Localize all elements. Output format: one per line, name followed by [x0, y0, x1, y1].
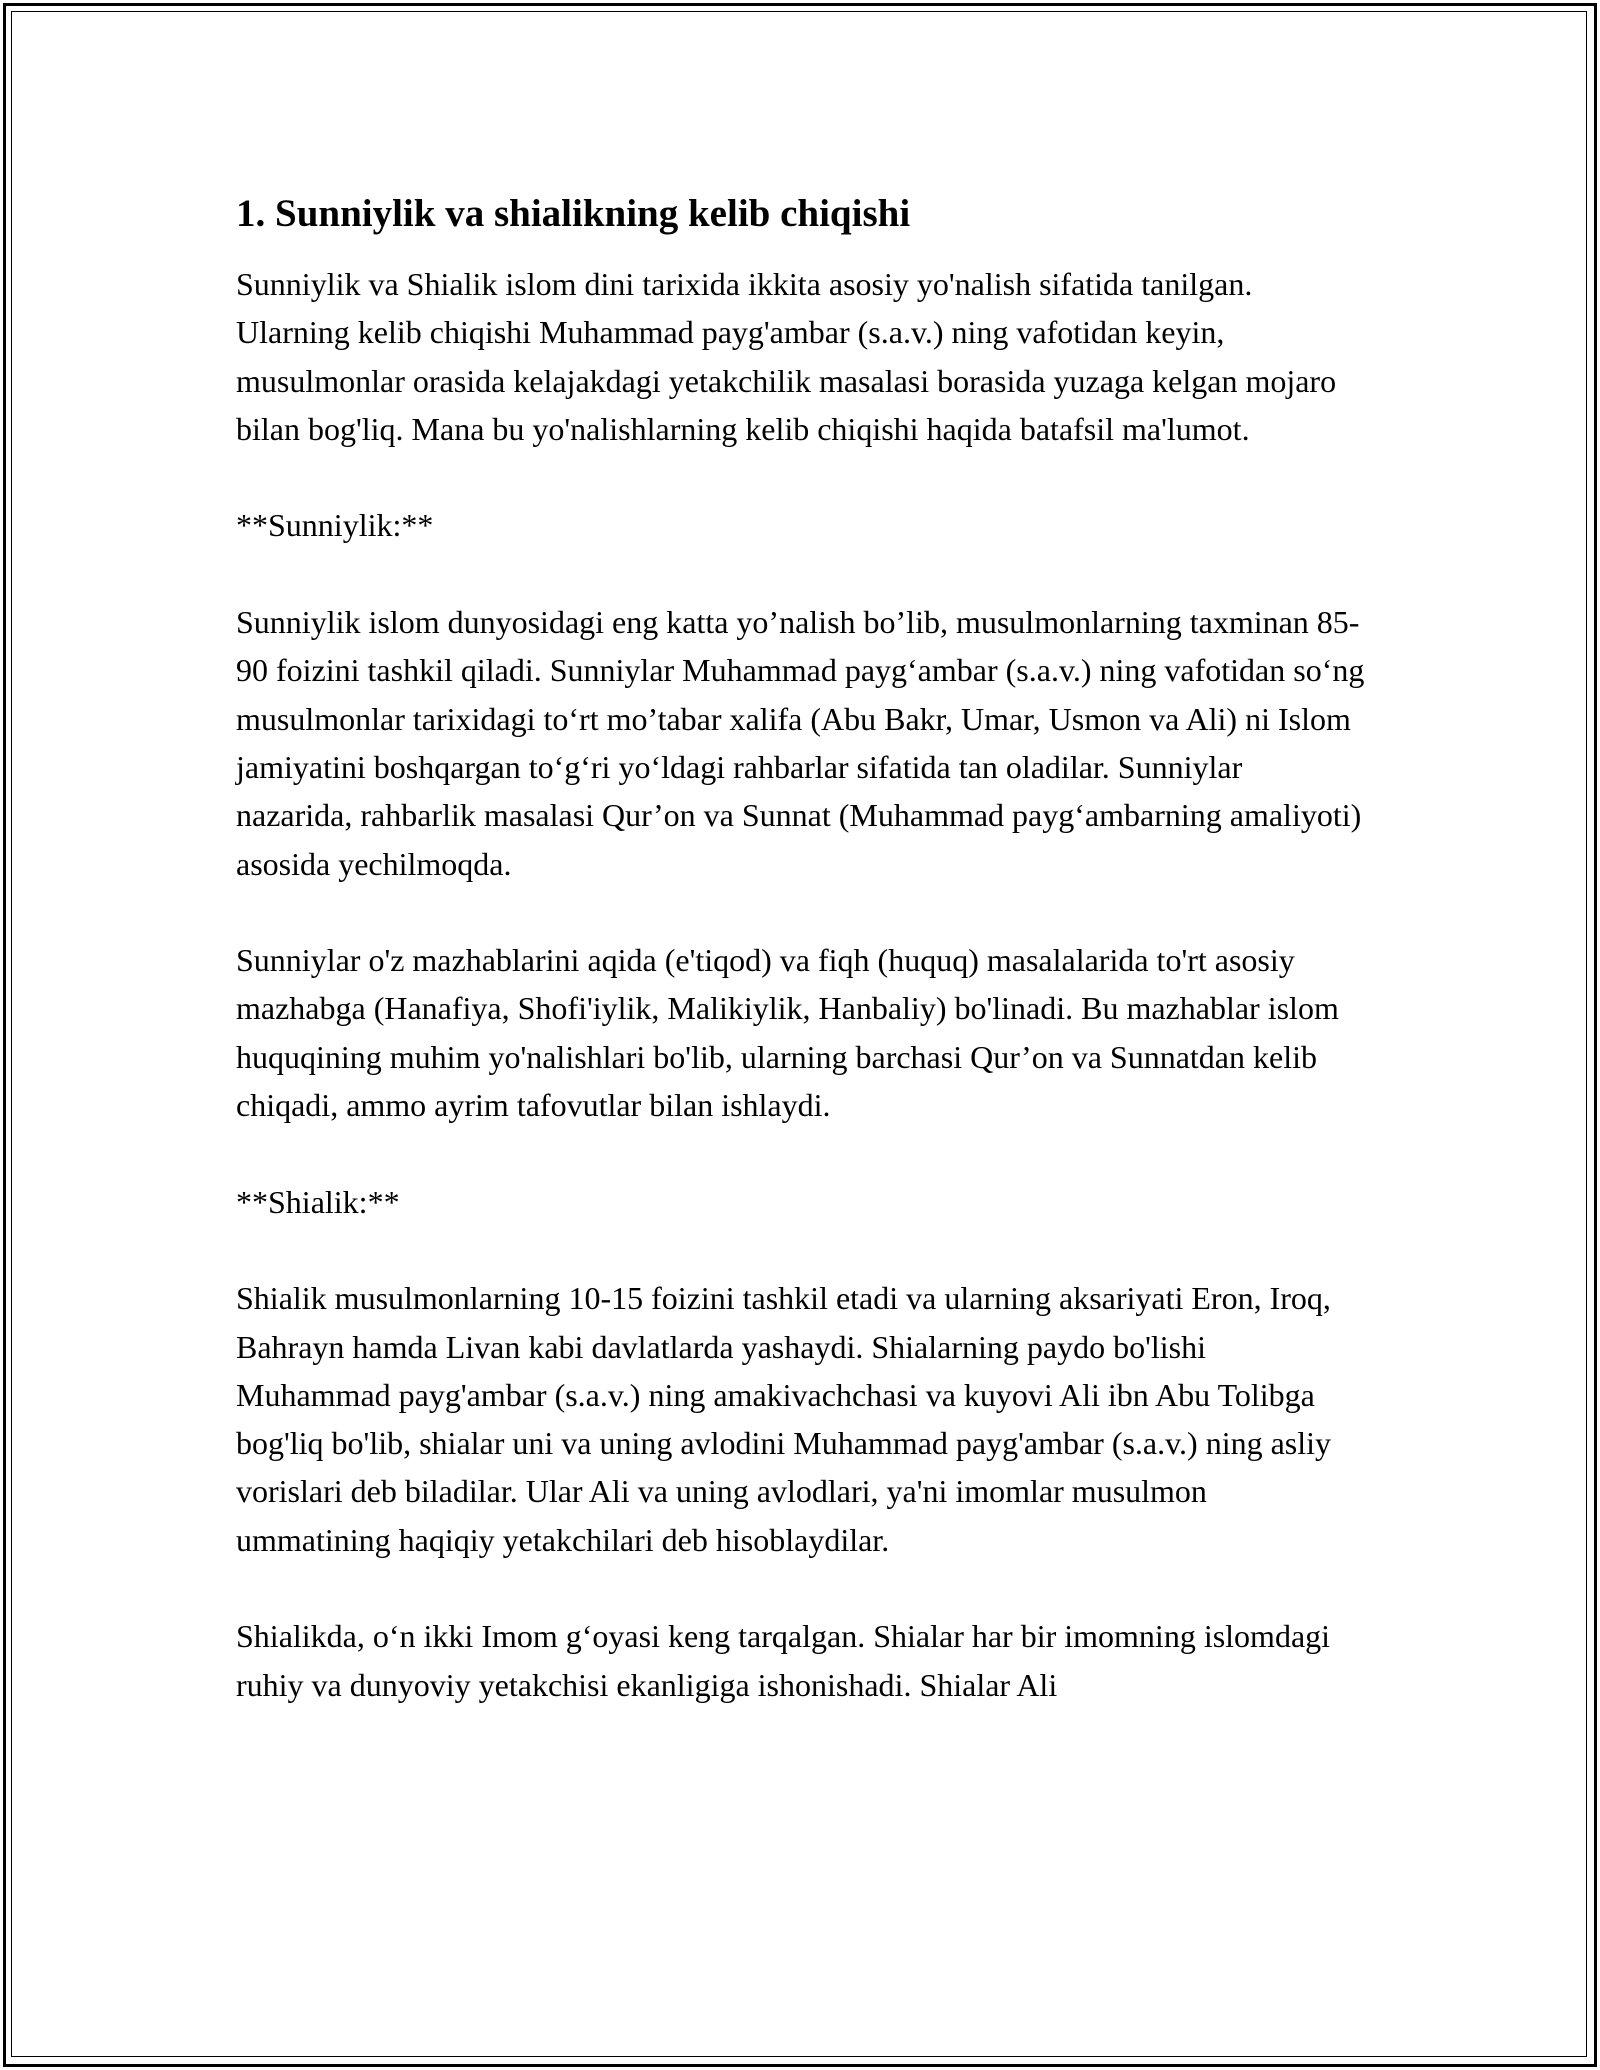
document-body — [236, 186, 1366, 1709]
imom-paragraph: Shialikda, o‘n ikki Imom g‘oyasi keng tarqalgan. Shialar har bir imomning islomdagi ruhiy va dunyoviy yetakchisi ekanligiga ishonishadi. Shialar Ali — [236, 1618, 1331, 1703]
section-heading: 1. Sunniylik va shialikning kelib chiqishi — [236, 192, 911, 235]
sunniylik-paragraph: Sunniylik islom dunyosidagi eng katta yo’nalish bo’lib, musulmonlarning taxminan 85-90 foizini tashkil qiladi. Sunniylar Muhammad payg‘ambar (s.a.v.) ning vafotidan so‘ng musulmonlar tarixidagi to‘rt mo’tabar xalifa (Abu Bakr, Umar, Usmon va Ali) ni Islom jamiyatini boshqargan to‘g‘ri yo‘ldagi rahbarlar sifatida tan oladilar. Sunniylar nazarida, rahbarlik masalasi Qur’on va Sunnat (Muhammad payg‘ambarning amaliyoti) asosida yechilmoqda. — [236, 604, 1365, 882]
subheading-shialik: **Shialik:** — [236, 1183, 400, 1220]
subheading-sunniylik: **Sunniylik:** — [236, 507, 434, 544]
mazhab-paragraph: Sunniylar o'z mazhablarini aqida (e'tiqod) va fiqh (huquq) masalalarida to'rt asosiy mazhabga (Hanafiya, Shofi'iylik, Malikiylik, Hanbaliy) bo'linadi. Bu mazhablar islom huquqining muhim yo'nalishlari bo'lib, ularning barchasi Qur’on va Sunnatdan kelib chiqadi, ammo ayrim tafovutlar bilan ishlaydi. — [236, 942, 1339, 1124]
intro-paragraph: Sunniylik va Shialik islom dini tarixida ikkita asosiy yo'nalish sifatida tanilgan. Ularning kelib chiqishi Muhammad payg'ambar (s.a.v.) ning vafotidan keyin, musulmonlar orasida kelajakdagi yetakchilik masalasi borasida yuzaga kelgan mojaro bilan bog'liq. Mana bu yo'nalishlarning kelib chiqishi haqida batafsil ma'lumot. — [236, 266, 1337, 447]
shialik-paragraph: Shialik musulmonlarning 10-15 foizini tashkil etadi va ularning aksariyati Eron, Iroq, Bahrayn hamda Livan kabi davlatlarda yashaydi. Shialarning paydo bo'lishi Muhammad payg'ambar (s.a.v.) ning amakivachchasi va kuyovi Ali ibn Abu Tolibga bog'liq bo'lib, shialar uni va uning avlodini Muhammad payg'ambar (s.a.v.) ning asliy vorislari deb biladilar. Ular Ali va uning avlodlari, ya'ni imomlar musulmon ummatining haqiqiy yetakchilari deb hisoblaydilar. — [236, 1280, 1332, 1558]
